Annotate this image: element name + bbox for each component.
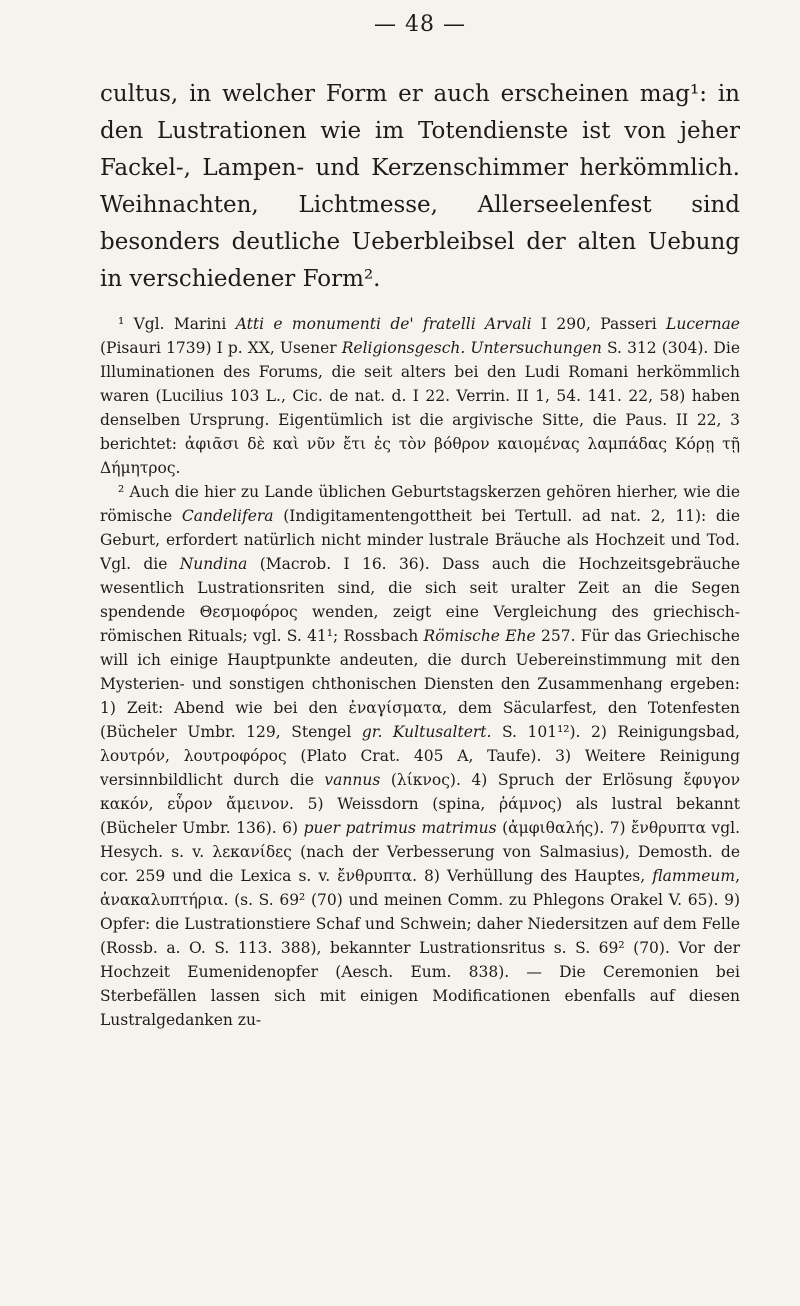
page-number: — 48 — bbox=[374, 12, 466, 37]
footnote-2-text: (Macrob. I 16. 36). Dass auch die Hochzeitsgebräuche wesentlich Lustrationsriten sind, die sich seit uralter Zeit an die Segen spendende Θεσμοφόρος wenden, zeigt eine Vergleichung des griechisch-römischen Rituals; vgl. S. 41¹; Rossbach bbox=[100, 555, 740, 645]
footnote-1-title-atti: Atti e monumenti de' fratelli Arvali bbox=[235, 315, 532, 333]
footnote-2-text: (Indigitamentengottheit bei Tertull. ad nat. 2, 11): die Geburt, erfordert natürlich nicht minder lustrale Bräuche als Hochzeit und Tod. Vgl. die bbox=[100, 507, 740, 573]
footnote-2-text: 257. Für das Griechische will ich einige Hauptpunkte andeuten, die durch Uebereinstimmung mit den Mysterien- und sonstigen chthonischen Diensten den Zusammenhang ergeben: 1) Zeit: Abend wie bei den ἐναγίσματα, dem Säcularfest, den Totenfesten (Bücheler Umbr. 129, Stengel bbox=[100, 627, 740, 741]
footnote-1-title-lucernae: Lucernae bbox=[666, 315, 740, 333]
body-paragraph: cultus, in welcher Form er auch erscheinen mag¹: in den Lustrationen wie im Totendienste ist von jeher Fackel-, Lampen- und Kerzenschimmer herkömmlich. Weihnachten, Lichtmesse, Allerseelenfest sind besonders deutliche Ueberbleibsel der alten Uebung in verschiedener Form². bbox=[100, 81, 740, 292]
footnote-2-kultusaltert: gr. Kultusaltert. bbox=[361, 723, 492, 741]
footnote-2-candelifera: Candelifera bbox=[181, 507, 274, 525]
footnote-1-text: I 290, Passeri bbox=[531, 315, 667, 333]
footnote-1-title-usener: Religionsgesch. Untersuchungen bbox=[341, 339, 602, 357]
footnote-2-text: S. 101¹²). 2) Reinigungsbad, λουτρόν, λουτροφόρος (Plato Crat. 405 A, Taufe). 3) Weitere Reinigung versinnbildlicht durch die bbox=[100, 723, 740, 789]
footnote-2-text: (ἀμφιθαλής). 7) ἔνθρυπτα vgl. Hesych. s. v. λεκανίδες (nach der Verbesserung von Salmasius), Demosth. de cor. 259 und die Lexica s. v. ἔνθρυπτα. 8) Verhüllung des Hauptes, bbox=[100, 819, 740, 885]
footnote-2-flammeum: flammeum bbox=[652, 867, 736, 885]
footnote-2-puer-patrimus: puer patrimus matrimus bbox=[303, 819, 497, 837]
footnote-2-vannus: vannus bbox=[324, 771, 381, 789]
footnote-2-text: , ἀνακαλυπτήρια. (s. S. 69² (70) und meinen Comm. zu Phlegons Orakel V. 65). 9) Opfer: die Lustrationstiere Schaf und Schwein; daher Niedersitzen auf dem Felle (Rossb. a. O. S. 113. 388), bekannter Lustrationsritus s. S. 69² (70). Vor der Hochzeit Eumenidenopfer (Aesch. Eum. 838). — Die Ceremonien bei Sterbefällen lassen sich mit einigen Modificationen ebenfalls auf diesen Lustralgedanken zu- bbox=[100, 867, 740, 1029]
footnote-1-text: S. 312 (304). Die Illuminationen des Forums, die seit alters bei den Ludi Romani herkömmlich waren (Lucilius 103 L., Cic. de nat. d. I 22. Verrin. II 1, 54. 141. 22, 58) haben denselben Ursprung. Eigentümlich ist die argivische Sitte, die Paus. II 22, 3 berichtet: ἀφιᾶσι δὲ καὶ νῦν ἔτι ἐς τὸν βόθρον καιομένας λαμπάδας Κόρῃ τῇ Δήμητρος. bbox=[100, 339, 740, 477]
footnote-2-text: (λίκνος). 4) Spruch der Erlösung ἔφυγον κακόν, εὗρον ἄμεινον. 5) Weissdorn (spina, ῥάμνος) als lustral bekannt (Bücheler Umbr. 136). 6) bbox=[100, 771, 740, 837]
footnotes bbox=[100, 312, 740, 1032]
footnote-1-text: ¹ Vgl. Marini bbox=[118, 315, 236, 333]
footnote-1-text: (Pisauri 1739) I p. XX, Usener bbox=[100, 339, 342, 357]
footnote-2-nundina: Nundina bbox=[179, 555, 248, 573]
footnote-1 bbox=[100, 312, 740, 480]
footnote-2 bbox=[100, 480, 740, 1032]
footnote-2-text: ² Auch die hier zu Lande üblichen Geburtstagskerzen gehören hierher, wie die römische bbox=[100, 483, 740, 525]
footnote-2-roemische-ehe: Römische Ehe bbox=[423, 627, 536, 645]
